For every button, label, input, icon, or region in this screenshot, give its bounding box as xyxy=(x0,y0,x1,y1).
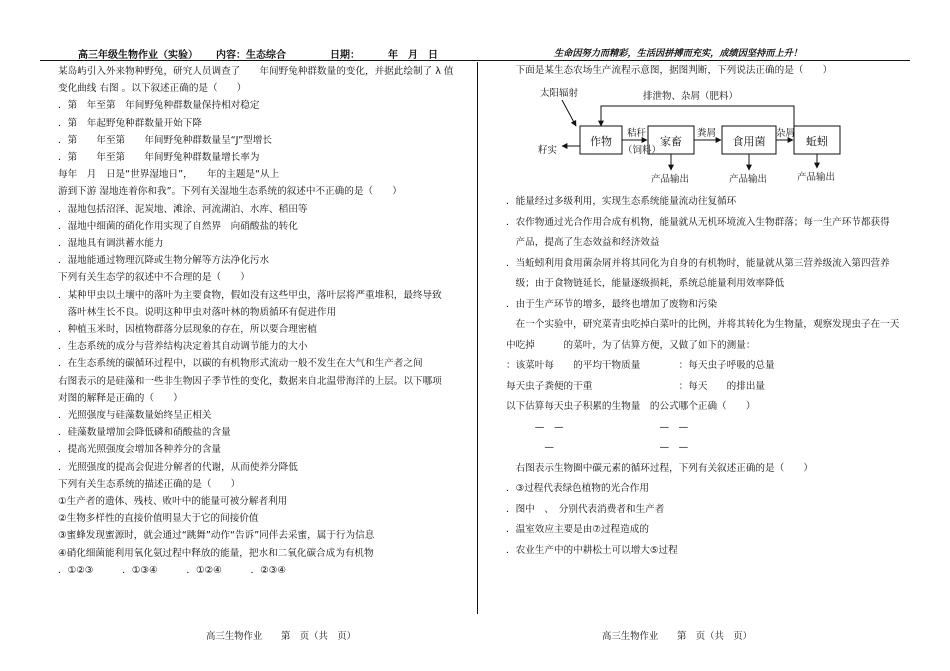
text-line: ．湿地能通过物理沉降或生物分解等方法净化污水 xyxy=(58,255,270,267)
worksheet-header-motto: 生命因努力而精彩，生活因拼搏而充实，成绩因坚持而上升！ xyxy=(554,48,803,59)
seed-label: 籽实 xyxy=(538,145,558,156)
flow-diagram-svg xyxy=(526,84,876,196)
column-divider xyxy=(477,62,478,614)
manure-label: 粪屑 xyxy=(697,128,717,139)
text-line: ．农业生产中的中耕松土可以增大⑤过程 xyxy=(506,544,678,556)
output-label-3: 产品输出 xyxy=(797,172,836,183)
text-line: ．当蚯蚓利用食用菌杂屑并将其同化为自身的有机物时，能量就从第三营养级流入第四营养 xyxy=(506,257,890,269)
right-column xyxy=(506,192,899,561)
fungus-label: 食用菌 xyxy=(732,135,766,148)
text-line: ．湿地包括沼泽、泥炭地、滩涂、河流湖泊、水库、稻田等 xyxy=(58,203,308,215)
text-line: 产品，提高了生态效益和经济效益 xyxy=(506,237,660,248)
text-line: 级；由于食物链延长，能量逐级损耗，系统总能量利用效率降低 xyxy=(506,278,785,289)
text-line: ．第 年至第 年间野兔种群数量增长率为 xyxy=(58,152,260,164)
text-line: ．农作物通过光合作用合成有机物，能量就从无机环境流入生物群落；每一生产环节都获得 xyxy=(506,216,890,228)
text-line: ．能量经过多级利用，实现生态系统能量流动往复循环 xyxy=(506,196,737,207)
text-line: ．提高光照强度会增加各种养分的含量 xyxy=(58,444,222,456)
worksheet-header-content: 内容：生态综合 xyxy=(216,50,286,61)
text-line: ：该菜叶每 的平均干物质量 ：每天虫子呼吸的总量 xyxy=(506,360,775,371)
text-line: — — — xyxy=(506,442,689,453)
text-line: ．第 年起野兔种群数量开始下降 xyxy=(58,117,202,129)
text-line: ④硝化细菌能利用氧化氨过程中释放的能量，把水和二氧化碳合成为有机物 xyxy=(58,547,374,559)
earthworm-label: 蚯蚓 xyxy=(806,135,828,148)
text-line: 某岛屿引入外来物种野兔，研究人员调查了 年间野兔种群数量的变化，并据此绘制了 λ 值 xyxy=(58,66,454,77)
text-line: 右图表示生物圈中碳元素的循环过程，下列有关叙述正确的是（ ） xyxy=(506,462,813,474)
text-line: 每天虫子粪便的干重 ：每天 的排出量 xyxy=(506,380,766,392)
text-line: 下列有关生态系统的描述正确的是（ ） xyxy=(58,478,241,490)
eco-farm-flow-diagram xyxy=(526,84,876,196)
text-line: ①生产者的遗体、残枝、败叶中的能量可被分解者利用 xyxy=(58,496,288,508)
text-line: ．在生态系统的碳循环过程中，以碳的有机物形式流动一般不发生在大气和生产者之间 xyxy=(58,358,423,370)
text-line: 变化曲线 右图 。以下叙述正确的是（ ） xyxy=(58,83,247,95)
residue-label: 杂屑 xyxy=(776,128,796,139)
text-line: 以下估算每天虫子积累的生物量 的公式哪个正确（ ） xyxy=(506,401,756,412)
footer-right: 高三生物作业 第 页（共 页） xyxy=(602,631,753,642)
text-line: ．种植玉米时，因植物群落分层现象的存在，所以要合理密植 xyxy=(58,324,318,336)
text-line: ．①②③ ．①③④ ．①②④ ．②③④ xyxy=(58,564,286,576)
worksheet-header-date-value: 年 月 日 xyxy=(388,50,438,61)
text-line: ③蜜蜂发现蜜源时，就会通过“跳舞”动作“告诉”同伴去采蜜，属于行为信息 xyxy=(58,530,375,542)
text-line: 下列有关生态学的叙述中不合理的是（ ） xyxy=(58,272,250,284)
text-line: 游到下游 湿地连着你和我”。下列有关湿地生态系统的叙述中不正确的是（ ） xyxy=(58,186,402,198)
text-line: ．硅藻数量增加会降低磷和硝酸盐的含量 xyxy=(58,427,231,439)
livestock-label: 家畜 xyxy=(660,135,682,148)
text-line: ．第 年至第 年间野兔种群数量保持相对稳定 xyxy=(58,100,260,112)
left-column xyxy=(58,63,454,579)
fertilizer-loop-arrow xyxy=(601,106,794,126)
sun-arrow xyxy=(562,100,576,126)
text-line: 中吃掉 的菜叶，为了估算方便，又做了如下的测量： xyxy=(506,339,756,351)
text-line: ．温室效应主要是由⑦过程造成的 xyxy=(506,524,649,535)
sun-label: 太阳辐射 xyxy=(540,88,579,99)
text-line: 每年 月 日是“世界湿地日”， 年的主题是“从上 xyxy=(58,169,280,181)
text-line: ．生态系统的成分与营养结构决定着其自动调节能力的大小 xyxy=(58,341,308,353)
text-line: ．湿地中细菌的硝化作用实现了自然界 向硝酸盐的转化 xyxy=(58,220,298,232)
stalk-label: 秸秆 xyxy=(627,128,647,139)
crop-label: 作物 xyxy=(590,135,612,148)
waste-label: 排泄物、杂屑（肥料） xyxy=(643,91,739,102)
feed-label: （饲料） xyxy=(623,145,662,156)
text-line: ．湿地具有调洪蓄水能力 xyxy=(58,238,164,250)
text-line: 右图表示的是硅藻和一些非生物因子季节性的变化，数据来自北温带海洋的上层。以下哪项 xyxy=(58,375,442,387)
text-line: 下面是某生态农场生产流程示意图，据图判断，下列说法正确的是（ ） xyxy=(506,65,833,76)
text-line: ．由于生产环节的增多，最终也增加了废物和污染 xyxy=(506,298,718,310)
text-line: ．③过程代表绿色植物的光合作用 xyxy=(506,483,649,494)
footer-left: 高三生物作业 第 页（共 页） xyxy=(206,631,357,642)
text-line: 对图的解释是正确的（ ） xyxy=(58,392,183,404)
text-line: ②生物多样性的直接价值明显大于它的间接价值 xyxy=(58,513,259,525)
right-column-intro xyxy=(506,61,832,82)
text-line: ．光照强度的提高会促进分解者的代谢，从而使养分降低 xyxy=(58,461,298,473)
text-line: ．图中 、 分别代表消费者和生产者 xyxy=(506,503,665,515)
output-label-1: 产品输出 xyxy=(651,174,690,185)
text-line: ．光照强度与硅藻数量始终呈正相关 xyxy=(58,410,212,422)
worksheet-header-date-label: 日期： xyxy=(330,50,360,61)
text-line: 落叶林生长不良。说明这种甲虫对落叶林的物质循环有促进作用 xyxy=(58,306,337,318)
text-line: ．第 年至第 年间野兔种群数量呈“J”型增长 xyxy=(58,134,272,146)
text-line: ．某种甲虫以土壤中的落叶为主要食物，假如没有这些甲虫，落叶层将严重堆积，最终导致 xyxy=(58,289,442,301)
output-label-2: 产品输出 xyxy=(729,174,768,185)
worksheet-header-title: 高三年级生物作业（实验） xyxy=(78,50,198,61)
text-line: — — — — xyxy=(506,421,689,433)
text-line: 在一个实验中，研究菜青虫吃掉白菜叶的比例，并将其转化为生物量，观察发现虫子在一天 xyxy=(506,319,900,330)
